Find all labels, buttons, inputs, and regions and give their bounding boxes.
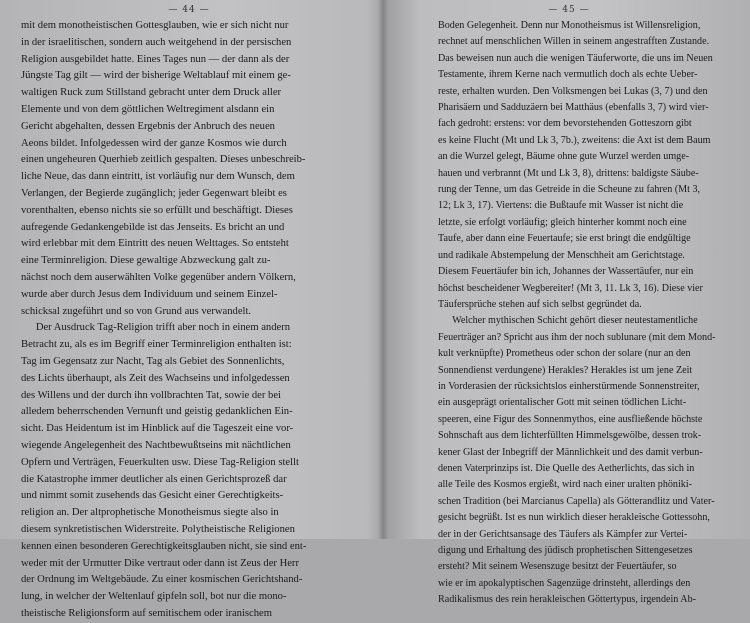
left-page-line: diesem synkretistischen Widerstreite. Polytheistische Religionen — [21, 523, 295, 535]
right-page-line: gesicht begrüßt. Ist es nun wirklich dieser herakleische Gottessohn, — [438, 512, 710, 524]
right-page-line: Täufersprüche stehen auf sich selbst gegründet da. — [438, 298, 642, 310]
left-page-line: Betracht zu, als es im Begriff einer Terminreligion enthalten ist: — [21, 339, 292, 351]
left-page-line: kennen einen besonderen Gerechtigkeitsglauben nicht, sie sind ent- — [21, 540, 307, 552]
left-page-line: mit dem monotheistischen Gottesglauben, wie er sich nicht nur — [21, 20, 289, 31]
left-page-line: in der israelitischen, sondern auch weitgehend in der persischen — [21, 36, 292, 48]
right-page-line: in Vorderasien der rücksichtslos einherstürmende Sonnenstreiter, — [438, 380, 700, 392]
right-page-line: Das beweisen nun auch die wenigen Täuferworte, die uns im Neuen — [438, 52, 713, 64]
right-page-line: digung und Erhaltung des jüdisch prophetischen Sittengesetzes — [438, 545, 693, 556]
left-page-line: wird erlebbar mit dem Eintritt des neuen Welttages. So entsteht — [21, 238, 289, 250]
left-page-number: — 44 — — [168, 5, 210, 15]
left-page-line: waltigen Ruck zum Stillstand gebracht unter dem Druck aller — [21, 87, 282, 99]
left-page-line: Elemente und von dem göttlichen Weltregiment alsdann ein — [21, 103, 275, 115]
left-page-line: des Willens und der durch ihn vollbrachten Tat, sowie der bei — [21, 389, 281, 401]
book-gutter — [378, 0, 388, 539]
left-page-line: und nimmt somit zusehends das Gesicht einer Gerechtigkeits- — [21, 490, 284, 502]
left-page-line: eine Terminreligion. Diese gewaltige Abzweckung galt zu- — [21, 255, 271, 267]
left-page-line: religion an. Der altprophetische Monotheismus siegte also in — [21, 507, 279, 519]
left-page-line: einen ungeheuren Querhieb zeitlich gespalten. Dieses unbeschreib- — [21, 154, 306, 166]
left-page-line: weder mit der Urmutter Dike vertraut oder dann ist Zeus der Herr — [21, 557, 299, 569]
right-page-line: ein ausgeprägt orientalischer Gott mit seinen tödlichen Licht- — [438, 397, 687, 409]
left-page-line: Jüngste Tag gilt — wird der bisherige Weltablauf mit einem ge- — [21, 70, 291, 82]
left-page-line: Tag im Gegensatz zur Nacht, Tag als Gebiet des Sonnenlichts, — [21, 355, 285, 367]
left-page-line: wurde aber durch Jesus dem Individuum und seinem Einzel- — [21, 288, 278, 300]
right-page-line: Boden Gelegenheit. Denn nur Monotheismus ist Willensreligion, — [438, 20, 701, 31]
left-page-line: liche Neue, das dann eintritt, ist vorläufig nur dem Wunsch, dem — [21, 171, 295, 183]
right-page-line: alle Teile des Kosmos ergießt, wird nach einer uralten phöniki- — [438, 479, 692, 491]
right-page-line: Testamente, ihrem Kerne nach vermutlich doch als echte Ueber- — [438, 69, 698, 81]
left-page-line: der Ordnung im Weltgebäude. Zu einer kosmischen Gerichtshand- — [21, 574, 303, 586]
left-page-line: aufregende Gedankengebilde ist das Jenseits. Es bricht an und — [21, 221, 285, 233]
right-page-line: Welcher mythischen Schicht gehört dieser neutestamentliche — [452, 315, 698, 327]
right-page-text — [438, 18, 734, 609]
right-page-line: Taufe, aber dann eine Feuertaufe; sie erst bringt die endgültige — [438, 233, 691, 245]
right-page-line: fach gedroht: erstens: vor dem bevorstehenden Gotteszorn gibt — [438, 118, 692, 130]
right-page-line: Sonnendienst verdungene) Herakles? Herakles ist um jene Zeit — [438, 364, 693, 376]
right-page-line: reste, erhalten wurden. Den Volksmengen bei Lukas (3, 7) und den — [438, 85, 708, 97]
right-page-line: Feuerträger an? Spricht aus ihm der noch sublunare (mit dem Mond- — [438, 331, 716, 343]
left-page-line: wiegende Angelegenheit des Nachtbewußtseins mit nächtlichen — [21, 439, 291, 451]
right-page-line: Sohnschaft aus dem lichterfüllten Himmelsgewölbe, dessen trok- — [438, 430, 702, 442]
left-page-line: Gericht abgehalten, dessen Ergebnis der Anbruch des neuen — [21, 120, 275, 132]
left-page-line: vorenthalten, ebenso nichts sie so erfüllt und beschäftigt. Dieses — [21, 204, 293, 216]
left-page-line: schicksal zugeführt und so von Grund aus verwandelt. — [21, 305, 252, 317]
right-page-line: letzte, sie erfolgt vorläufig; gleich hinterher kommt noch eine — [438, 216, 687, 228]
right-page-line: hauen und verbrannt (Mt und Lk 3, 8), drittens: baldigste Säube- — [438, 167, 699, 179]
left-page-line: Religion ausgebildet hatte. Eines Tages nun — der dann als der — [21, 53, 290, 65]
right-page-line: Diesem Feuertäufer bin ich, Johannes der Wassertäufer, nur ein — [438, 266, 694, 278]
right-page-line: Radikalismus des rein herakleischen Göttertypus, irgendein Ab- — [438, 594, 696, 606]
right-page-line: rechnet auf menschlichen Willen in seinem angestrafften Zustande. — [438, 36, 710, 48]
right-page-line: kult verknüpfte) Prometheus oder schon der solare (nur an den — [438, 348, 691, 360]
right-page-line: 12; Lk 3, 17). Viertens: die Bußtaufe mit Wasser ist nicht die — [438, 200, 684, 212]
right-page-line: schen Tradition (bei Marcianus Capella) als Götterandlitz und Vater- — [438, 495, 715, 507]
left-page-line: Der Ausdruck Tag-Religion trifft aber noch in einem andern — [35, 322, 291, 334]
right-page-line: ersteht? Mit seinem Wesenszuge besitzt der Feuertäufer, so — [438, 561, 677, 573]
left-page-line: lung, in welcher der Weltenlauf gipfeln soll, bot nur die mono- — [21, 591, 287, 603]
right-page-line: es keine Flucht (Mt und Lk 3, 7b.), zweitens: die Axt ist dem Baum — [438, 134, 711, 146]
left-page-line: des Lichts überhaupt, als Zeit des Wachseins und infolgedessen — [21, 372, 290, 384]
left-page-line: Opfern und Verträgen, Feuerkulten usw. Diese Tag-Religion stellt — [21, 456, 299, 468]
right-page-line: und radikale Abstempelung der Menschheit am Gerichtstage. — [438, 249, 685, 261]
left-page-line: sicht. Das Heidentum ist im Hinblick auf die Tageszeit eine vor- — [21, 423, 294, 435]
right-page-line: Pharisäern und Sadduzäern bei Matthäus (ebenfalls 3, 7) wird vier- — [438, 102, 709, 114]
left-page-text — [21, 18, 367, 623]
right-page — [388, 0, 750, 606]
right-page-number: — 45 — — [548, 5, 590, 15]
right-page-line: rung der Tenne, um das Getreide in die Scheune zu fahren (Mt 3, — [438, 184, 701, 196]
right-page-line: höchst bescheidener Wegbereiter! (Mt 3, 11. Lk 3, 16). Diese vier — [438, 282, 703, 294]
left-page-line: Verlangen, der Begierde zugänglich; jeder Gegenwart bleibt es — [21, 187, 287, 199]
left-page-line: nächst noch dem auserwählten Volke gegenüber andern Völkern, — [21, 271, 296, 283]
right-page-line: wie er im apokalyptischen Sagenzüge drinsteht, allerdings den — [438, 577, 691, 589]
right-page-line: kener Glast der Inbegriff der Männlichkeit und des damit verbun- — [438, 446, 703, 458]
left-page-line: die Katastrophe immer deutlicher als einen Gerichtsprozeß dar — [21, 473, 287, 485]
right-page-line: denen Vaterprinzips ist. Die Quelle des Aetherlichts, das sich in — [438, 462, 695, 474]
left-page-line: alledem beherrschenden Vernunft und geistig gedanklichen Ein- — [21, 406, 293, 418]
right-page-line: speeren, eine Figur des Sonnenmythos, eine ausfließende höchste — [438, 413, 703, 425]
right-page-line: an die Wurzel gelegt, Bäume ohne gute Wurzel werden umge- — [438, 151, 690, 163]
left-page-line: Aeons bildet. Infolgedessen wird der ganze Kosmos wie durch — [21, 137, 287, 149]
right-page-line: der in der Gerichtsansage des Täufers als Kämpfer zur Vertei- — [438, 528, 688, 540]
left-page-line: theistische Religionsform auf semitischem oder iranischem — [21, 607, 272, 619]
